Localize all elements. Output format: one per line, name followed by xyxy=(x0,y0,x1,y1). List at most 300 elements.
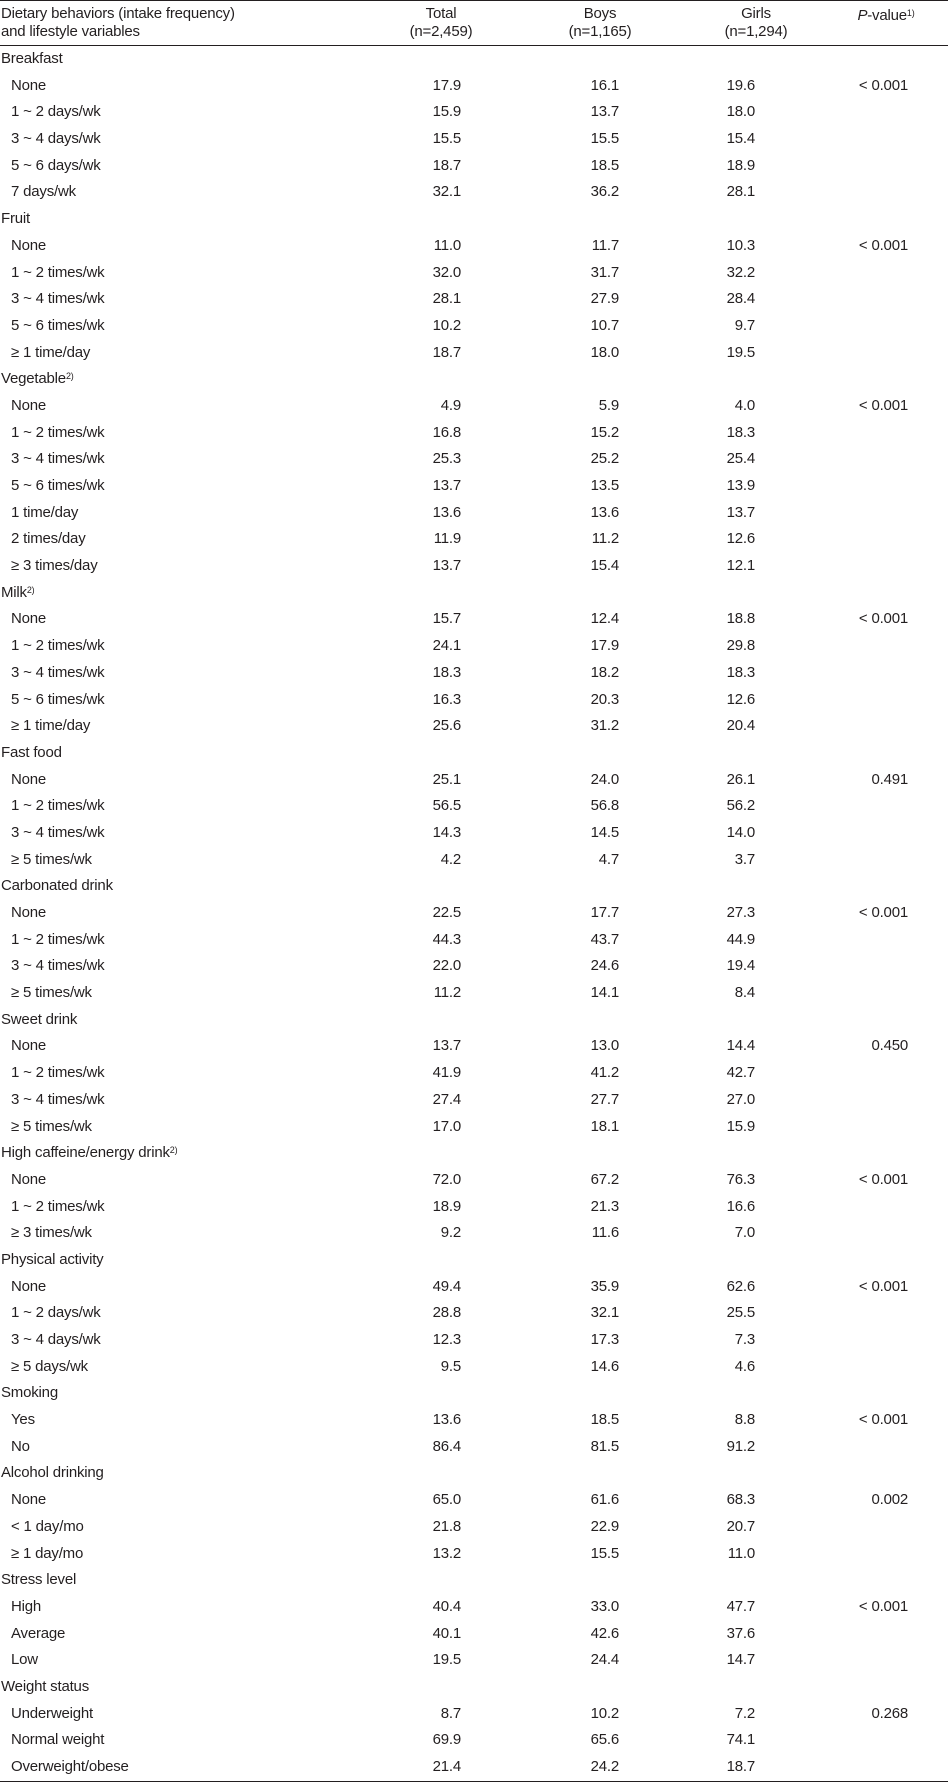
label-text: ≥ 1 time/day xyxy=(11,717,91,735)
table-row xyxy=(0,1220,948,1247)
header-girls-label: Girls xyxy=(741,5,771,22)
girls-percent-cell: 3.7 xyxy=(734,850,755,868)
total-percent-cell: 15.9 xyxy=(432,103,461,121)
total-percent-cell: 72.0 xyxy=(432,1170,461,1188)
category-label xyxy=(1,366,74,393)
label-text: ≥ 1 day/mo xyxy=(11,1544,84,1562)
table-row xyxy=(0,1514,948,1541)
boys-percent-cell: 11.2 xyxy=(591,530,619,548)
girls-percent-cell: 44.9 xyxy=(726,930,755,948)
row-label xyxy=(11,126,101,153)
table-row xyxy=(0,420,948,447)
total-percent-cell: 24.1 xyxy=(432,637,461,655)
table-row xyxy=(0,1114,948,1141)
p-value-cell: < 0.001 xyxy=(858,1411,908,1429)
header-girls xyxy=(696,5,816,41)
girls-percent-cell: 28.1 xyxy=(726,183,755,201)
row-label xyxy=(11,1167,46,1194)
girls-percent-cell: 15.9 xyxy=(726,1117,755,1135)
category-label xyxy=(1,1380,58,1407)
category-row xyxy=(0,366,948,393)
category-row xyxy=(0,1007,948,1034)
row-label xyxy=(11,553,98,580)
total-percent-cell: 13.2 xyxy=(432,1544,461,1562)
p-value-cell: < 0.001 xyxy=(858,904,908,921)
boys-percent-cell: 81.5 xyxy=(590,1437,619,1455)
row-label xyxy=(11,1033,46,1060)
boys-percent-cell: 12.4 xyxy=(590,610,619,628)
row-label xyxy=(11,1194,104,1221)
girls-percent-cell: 76.3 xyxy=(726,1170,755,1188)
total-percent-cell: 9.2 xyxy=(440,1224,461,1242)
girls-percent-cell: 91.2 xyxy=(726,1437,755,1455)
girls-percent-cell: 27.3 xyxy=(726,904,755,921)
label-text: < 1 day/mo xyxy=(11,1517,84,1535)
boys-percent-cell: 18.5 xyxy=(590,156,619,174)
boys-percent-cell: 15.4 xyxy=(590,557,619,575)
total-percent-cell: 21.4 xyxy=(432,1758,461,1775)
row-label xyxy=(11,1594,41,1621)
table-row xyxy=(0,1060,948,1087)
category-row xyxy=(0,1460,948,1487)
boys-percent-cell: 61.6 xyxy=(590,1491,619,1509)
label-text: 1 ~ 2 days/wk xyxy=(11,1304,101,1322)
girls-percent-cell: 13.7 xyxy=(726,503,755,521)
total-percent-cell: 25.6 xyxy=(432,717,461,735)
label-text: 1 ~ 2 days/wk xyxy=(11,103,101,121)
row-label xyxy=(11,260,104,287)
row-label xyxy=(11,847,92,874)
boys-percent-cell: 67.2 xyxy=(590,1170,619,1188)
row-label xyxy=(11,633,104,660)
boys-percent-cell: 17.3 xyxy=(590,1331,619,1348)
total-percent-cell: 65.0 xyxy=(432,1491,461,1509)
boys-percent-cell: 5.9 xyxy=(598,396,619,414)
label-text: ≥ 3 times/wk xyxy=(11,1224,92,1242)
row-label xyxy=(11,1487,46,1514)
boys-percent-cell: 24.6 xyxy=(590,957,619,975)
girls-percent-cell: 10.3 xyxy=(726,236,755,254)
boys-percent-cell: 43.7 xyxy=(590,930,619,948)
label-text: None xyxy=(11,236,47,254)
table-row xyxy=(0,1167,948,1194)
category-row xyxy=(0,1140,948,1167)
table-row xyxy=(0,1033,948,1060)
label-text: Fast food xyxy=(1,743,62,761)
label-text: None xyxy=(11,1170,47,1188)
total-percent-cell: 28.8 xyxy=(432,1304,461,1322)
total-percent-cell: 4.9 xyxy=(440,396,461,414)
label-text: Physical activity xyxy=(1,1250,104,1268)
row-label xyxy=(11,340,90,367)
header-p-rest: -value xyxy=(867,7,907,24)
row-label xyxy=(11,1514,84,1541)
boys-percent-cell: 27.9 xyxy=(590,290,619,308)
category-row xyxy=(0,46,948,73)
row-label xyxy=(11,500,78,527)
table-row xyxy=(0,179,948,206)
label-text: 1 ~ 2 times/wk xyxy=(11,263,105,281)
table-row xyxy=(0,1647,948,1674)
category-label xyxy=(1,873,113,900)
total-percent-cell: 13.6 xyxy=(432,1411,461,1429)
p-value-cell: < 0.001 xyxy=(858,610,908,628)
category-label xyxy=(1,1460,104,1487)
label-text: None xyxy=(11,610,47,628)
total-percent-cell: 15.5 xyxy=(432,130,461,148)
total-percent-cell: 13.6 xyxy=(432,503,461,521)
label-text: 3 ~ 4 days/wk xyxy=(11,130,101,148)
girls-percent-cell: 18.9 xyxy=(726,156,755,174)
row-label xyxy=(11,820,104,847)
row-label xyxy=(11,473,104,500)
label-text: None xyxy=(11,396,47,414)
table-row xyxy=(0,1541,948,1568)
table-row xyxy=(0,660,948,687)
table-row xyxy=(0,606,948,633)
row-label xyxy=(11,1434,30,1461)
total-percent-cell: 22.0 xyxy=(432,957,461,975)
label-text: 3 ~ 4 times/wk xyxy=(11,450,105,468)
total-percent-cell: 18.9 xyxy=(432,1197,461,1215)
boys-percent-cell: 31.2 xyxy=(590,717,619,735)
total-percent-cell: 9.5 xyxy=(440,1357,461,1375)
row-label xyxy=(11,953,104,980)
total-percent-cell: 27.4 xyxy=(432,1090,461,1108)
table-row xyxy=(0,1594,948,1621)
girls-percent-cell: 12.1 xyxy=(726,557,755,575)
row-label xyxy=(11,1621,65,1648)
total-percent-cell: 28.1 xyxy=(432,290,461,308)
girls-percent-cell: 68.3 xyxy=(726,1491,755,1509)
label-text: 1 ~ 2 times/wk xyxy=(11,797,105,815)
category-row xyxy=(0,740,948,767)
label-text: 1 time/day xyxy=(11,503,79,521)
header-total-n: (n=2,459) xyxy=(409,23,473,40)
total-percent-cell: 16.3 xyxy=(432,690,461,708)
header-boys xyxy=(540,5,660,41)
label-text: 1 ~ 2 times/wk xyxy=(11,637,105,655)
row-label xyxy=(11,286,104,313)
table-row xyxy=(0,927,948,954)
label-text: 2 times/day xyxy=(11,530,86,548)
label-text: ≥ 5 times/wk xyxy=(11,1117,92,1135)
girls-percent-cell: 7.2 xyxy=(734,1704,755,1722)
category-label xyxy=(1,1007,77,1034)
boys-percent-cell: 65.6 xyxy=(590,1731,619,1749)
boys-percent-cell: 11.6 xyxy=(591,1224,619,1242)
boys-percent-cell: 13.6 xyxy=(590,503,619,521)
table-row xyxy=(0,260,948,287)
girls-percent-cell: 18.7 xyxy=(726,1758,755,1775)
boys-percent-cell: 56.8 xyxy=(590,797,619,815)
girls-percent-cell: 7.3 xyxy=(734,1331,755,1348)
p-value-cell: 0.002 xyxy=(871,1491,908,1509)
boys-percent-cell: 14.6 xyxy=(590,1357,619,1375)
header-variable-line1: Dietary behaviors (intake frequency) xyxy=(1,5,235,22)
label-text: Normal weight xyxy=(11,1731,105,1749)
boys-percent-cell: 24.2 xyxy=(590,1758,619,1775)
boys-percent-cell: 20.3 xyxy=(590,690,619,708)
row-label xyxy=(11,99,101,126)
boys-percent-cell: 10.7 xyxy=(590,316,619,334)
table-row xyxy=(0,793,948,820)
table-row xyxy=(0,526,948,553)
girls-percent-cell: 28.4 xyxy=(726,290,755,308)
label-text: Smoking xyxy=(1,1384,58,1402)
row-label xyxy=(11,927,104,954)
label-text: Fruit xyxy=(1,210,31,228)
label-text: Vegetable xyxy=(1,370,66,388)
footnote-marker: 2) xyxy=(65,371,74,382)
label-text: 1 ~ 2 times/wk xyxy=(11,423,105,441)
table-row xyxy=(0,446,948,473)
label-text: Average xyxy=(11,1624,66,1642)
total-percent-cell: 17.9 xyxy=(432,76,461,94)
total-percent-cell: 44.3 xyxy=(432,930,461,948)
table-row xyxy=(0,953,948,980)
table-header xyxy=(0,0,948,46)
total-percent-cell: 4.2 xyxy=(440,850,461,868)
row-label xyxy=(11,1354,88,1381)
table-row xyxy=(0,126,948,153)
table-row xyxy=(0,153,948,180)
table-row xyxy=(0,233,948,260)
label-text: ≥ 5 times/wk xyxy=(11,984,92,1002)
total-percent-cell: 25.3 xyxy=(432,450,461,468)
category-row xyxy=(0,1380,948,1407)
boys-percent-cell: 25.2 xyxy=(590,450,619,468)
table-row xyxy=(0,1194,948,1221)
label-text: 3 ~ 4 times/wk xyxy=(11,1090,105,1108)
girls-percent-cell: 26.1 xyxy=(726,770,755,788)
header-total-label: Total xyxy=(425,5,457,22)
total-percent-cell: 10.2 xyxy=(432,316,461,334)
label-text: Low xyxy=(11,1651,38,1669)
row-label xyxy=(11,1114,92,1141)
girls-percent-cell: 14.4 xyxy=(726,1037,755,1055)
boys-percent-cell: 16.1 xyxy=(590,76,619,94)
category-label xyxy=(1,1140,177,1167)
header-boys-n: (n=1,165) xyxy=(568,23,632,40)
label-text: ≥ 5 times/wk xyxy=(11,850,92,868)
table-row xyxy=(0,393,948,420)
total-percent-cell: 40.1 xyxy=(432,1624,461,1642)
girls-percent-cell: 18.8 xyxy=(726,610,755,628)
label-text: 1 ~ 2 times/wk xyxy=(11,930,105,948)
label-text: ≥ 5 days/wk xyxy=(11,1357,88,1375)
boys-percent-cell: 4.7 xyxy=(598,850,619,868)
category-row xyxy=(0,206,948,233)
boys-percent-cell: 15.5 xyxy=(590,1544,619,1562)
total-percent-cell: 11.2 xyxy=(433,984,461,1002)
table-row xyxy=(0,1727,948,1754)
table-row xyxy=(0,687,948,714)
total-percent-cell: 11.9 xyxy=(433,530,461,548)
category-label xyxy=(1,740,62,767)
girls-percent-cell: 7.0 xyxy=(734,1224,755,1242)
label-text: Milk xyxy=(1,583,27,601)
row-label xyxy=(11,1647,38,1674)
boys-percent-cell: 36.2 xyxy=(590,183,619,201)
row-label xyxy=(11,1727,104,1754)
category-label xyxy=(1,580,34,607)
row-label xyxy=(11,793,104,820)
girls-percent-cell: 4.6 xyxy=(734,1357,755,1375)
girls-percent-cell: 25.5 xyxy=(726,1304,755,1322)
total-percent-cell: 18.7 xyxy=(432,156,461,174)
boys-percent-cell: 35.9 xyxy=(590,1277,619,1295)
girls-percent-cell: 12.6 xyxy=(726,530,755,548)
row-label xyxy=(11,233,46,260)
boys-percent-cell: 18.2 xyxy=(590,663,619,681)
row-label xyxy=(11,179,76,206)
label-text: 7 days/wk xyxy=(11,183,76,201)
total-percent-cell: 13.7 xyxy=(432,557,461,575)
boys-percent-cell: 31.7 xyxy=(590,263,619,281)
girls-percent-cell: 14.0 xyxy=(726,823,755,841)
total-percent-cell: 12.3 xyxy=(432,1331,461,1348)
table-row xyxy=(0,500,948,527)
total-percent-cell: 22.5 xyxy=(432,904,461,921)
girls-percent-cell: 8.8 xyxy=(734,1411,755,1429)
table-row xyxy=(0,1274,948,1301)
label-text: Sweet drink xyxy=(1,1010,78,1028)
boys-percent-cell: 13.0 xyxy=(590,1037,619,1055)
total-percent-cell: 86.4 xyxy=(432,1437,461,1455)
label-text: ≥ 1 time/day xyxy=(11,343,91,361)
table-body xyxy=(0,46,948,1781)
boys-percent-cell: 33.0 xyxy=(590,1597,619,1615)
category-label xyxy=(1,1674,89,1701)
girls-percent-cell: 15.4 xyxy=(726,130,755,148)
label-text: High caffeine/energy drink xyxy=(1,1144,170,1162)
category-label xyxy=(1,206,30,233)
girls-percent-cell: 18.3 xyxy=(726,663,755,681)
girls-percent-cell: 11.0 xyxy=(727,1544,755,1562)
label-text: High xyxy=(11,1597,42,1615)
header-p-footnote: 1) xyxy=(906,8,915,18)
row-label xyxy=(11,1274,46,1301)
label-text: Yes xyxy=(11,1411,35,1429)
girls-percent-cell: 16.6 xyxy=(726,1197,755,1215)
table-row xyxy=(0,1434,948,1461)
girls-percent-cell: 8.4 xyxy=(734,984,755,1002)
row-label xyxy=(11,900,46,927)
row-label xyxy=(11,660,104,687)
boys-percent-cell: 14.5 xyxy=(590,823,619,841)
total-percent-cell: 18.7 xyxy=(432,343,461,361)
row-label xyxy=(11,73,46,100)
girls-percent-cell: 12.6 xyxy=(726,690,755,708)
label-text: 5 ~ 6 days/wk xyxy=(11,156,101,174)
total-percent-cell: 49.4 xyxy=(432,1277,461,1295)
table-row xyxy=(0,820,948,847)
row-label xyxy=(11,687,104,714)
table-row xyxy=(0,1087,948,1114)
header-total xyxy=(381,5,501,41)
table-row xyxy=(0,847,948,874)
boys-percent-cell: 18.5 xyxy=(590,1411,619,1429)
label-text: Underweight xyxy=(11,1704,94,1722)
p-value-cell: 0.450 xyxy=(871,1037,908,1055)
table-row xyxy=(0,553,948,580)
row-label xyxy=(11,393,46,420)
table-row xyxy=(0,286,948,313)
boys-percent-cell: 24.0 xyxy=(590,770,619,788)
category-label xyxy=(1,46,63,73)
boys-percent-cell: 18.0 xyxy=(590,343,619,361)
row-label xyxy=(11,1541,83,1568)
label-text: None xyxy=(11,904,47,921)
boys-percent-cell: 15.5 xyxy=(590,130,619,148)
boys-percent-cell: 42.6 xyxy=(590,1624,619,1642)
girls-percent-cell: 74.1 xyxy=(726,1731,755,1749)
girls-percent-cell: 42.7 xyxy=(726,1064,755,1082)
boys-percent-cell: 24.4 xyxy=(590,1651,619,1669)
girls-percent-cell: 62.6 xyxy=(726,1277,755,1295)
table-row xyxy=(0,313,948,340)
table-row xyxy=(0,900,948,927)
header-p-italic: P xyxy=(857,7,868,24)
row-label xyxy=(11,1754,129,1781)
p-value-cell: < 0.001 xyxy=(858,76,908,94)
row-label xyxy=(11,1701,93,1728)
table-row xyxy=(0,1354,948,1381)
total-percent-cell: 13.7 xyxy=(432,477,461,494)
girls-percent-cell: 47.7 xyxy=(726,1597,755,1615)
girls-percent-cell: 20.4 xyxy=(726,717,755,735)
label-text: Alcohol drinking xyxy=(1,1464,104,1482)
label-text: None xyxy=(11,770,47,788)
total-percent-cell: 32.0 xyxy=(432,263,461,281)
category-label xyxy=(1,1247,103,1274)
table-row xyxy=(0,1327,948,1354)
table-row xyxy=(0,73,948,100)
row-label xyxy=(11,767,46,794)
row-label xyxy=(11,1220,92,1247)
table-row xyxy=(0,633,948,660)
row-label xyxy=(11,980,92,1007)
girls-percent-cell: 9.7 xyxy=(734,316,755,334)
boys-percent-cell: 13.5 xyxy=(590,477,619,494)
header-boys-label: Boys xyxy=(583,5,617,22)
girls-percent-cell: 13.9 xyxy=(726,477,755,494)
label-text: 5 ~ 6 times/wk xyxy=(11,316,105,334)
table-row xyxy=(0,1621,948,1648)
girls-percent-cell: 32.2 xyxy=(726,263,755,281)
girls-percent-cell: 19.5 xyxy=(726,343,755,361)
boys-percent-cell: 10.2 xyxy=(590,1704,619,1722)
girls-percent-cell: 4.0 xyxy=(734,396,755,414)
girls-percent-cell: 56.2 xyxy=(726,797,755,815)
boys-percent-cell: 14.1 xyxy=(590,984,619,1002)
label-text: Carbonated drink xyxy=(1,877,113,895)
girls-percent-cell: 27.0 xyxy=(726,1090,755,1108)
total-percent-cell: 32.1 xyxy=(432,183,461,201)
total-percent-cell: 16.8 xyxy=(432,423,461,441)
header-variable-line2: and lifestyle variables xyxy=(1,23,140,40)
boys-percent-cell: 27.7 xyxy=(590,1090,619,1108)
row-label xyxy=(11,713,90,740)
table-row xyxy=(0,767,948,794)
header-p-value xyxy=(826,7,946,25)
label-text: None xyxy=(11,1277,47,1295)
category-row xyxy=(0,1674,948,1701)
girls-percent-cell: 14.7 xyxy=(726,1651,755,1669)
girls-percent-cell: 25.4 xyxy=(726,450,755,468)
category-row xyxy=(0,873,948,900)
